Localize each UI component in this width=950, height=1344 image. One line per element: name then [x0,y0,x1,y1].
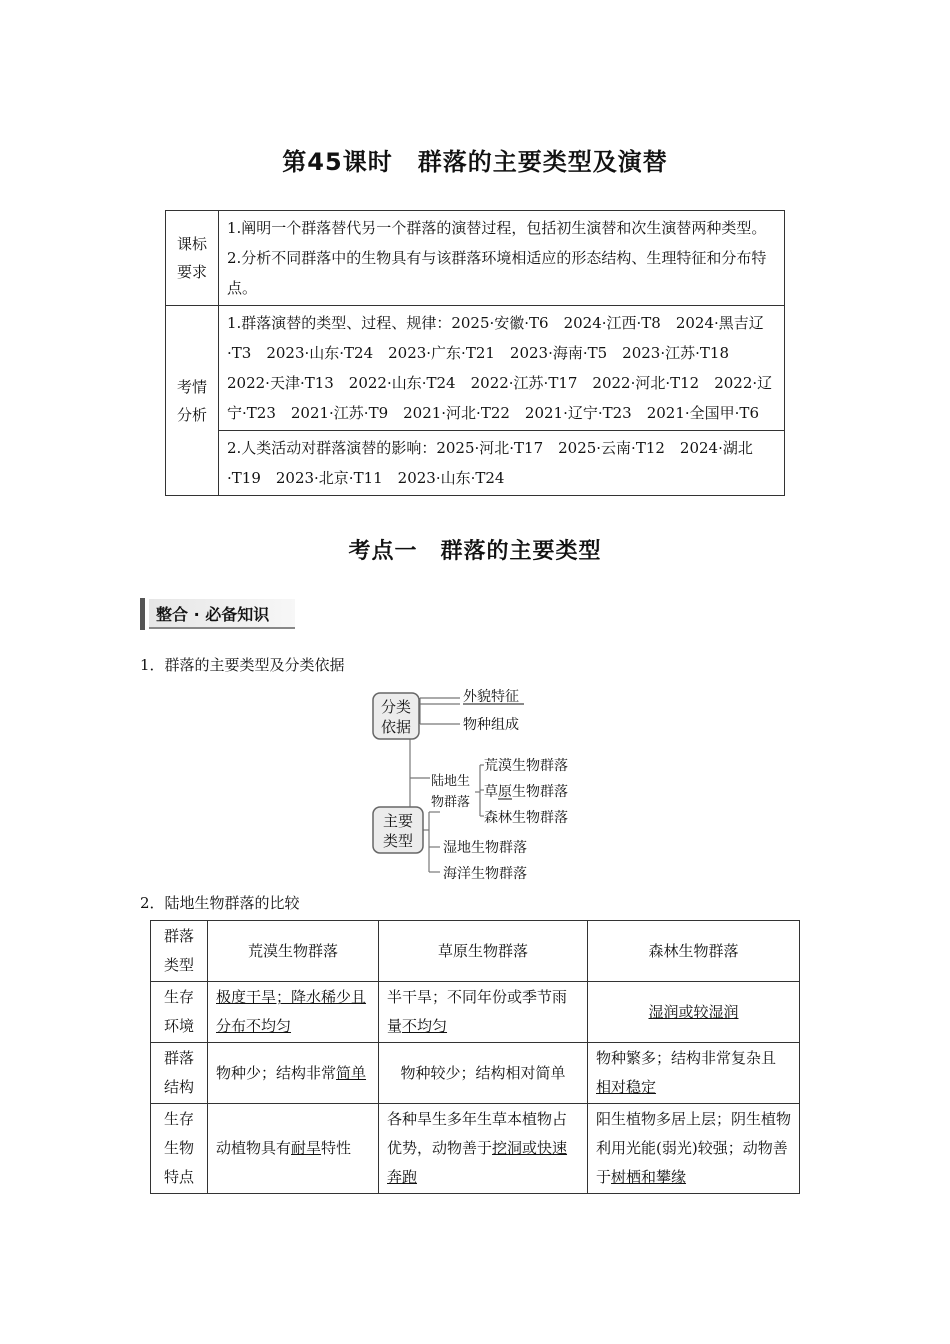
row-env-label: 生存 环境 [151,982,208,1043]
comparison-table [150,920,800,1194]
section-title: 考点一 群落的主要类型 [348,539,602,564]
knowledge-banner [140,598,300,630]
header-type: 群落 类型 [151,921,208,982]
header-grassland: 草原生物群落 [379,921,588,982]
env-grassland: 半干旱；不同年份或季节雨量不均匀 [379,982,588,1043]
land-item-grassland: 草原生物群落 [484,784,568,800]
land-item-desert: 荒漠生物群落 [484,758,568,774]
exam-analysis-label: 考情 分析 [166,306,219,496]
header-desert: 荒漠生物群落 [208,921,379,982]
bio-desert: 动植物具有耐旱特性 [208,1104,379,1194]
struct-forest: 物种繁多；结构非常复杂且相对稳定 [588,1043,800,1104]
row-struct-label: 群落 结构 [151,1043,208,1104]
page-title: 第45课时 群落的主要类型及演替 [282,148,668,176]
item-2-title: 2．陆地生物群落的比较 [140,894,300,912]
env-desert: 极度干旱；降水稀少且分布不均匀 [208,982,379,1043]
land-item-forest: 森林生物群落 [484,810,568,826]
env-forest: 湿润或较湿润 [588,982,800,1043]
land-label-2: 物群落 [431,795,471,810]
basis-label-1: 分类 [380,698,412,716]
curriculum-label: 课标 要求 [166,211,219,306]
banner-text: 整合 · 必备知识 [156,605,270,624]
other-item-ocean: 海洋生物群落 [443,866,527,882]
item-1-title: 1．群落的主要类型及分类依据 [140,656,345,674]
basis-item-appearance: 外貌特征 [463,689,519,705]
header-forest: 森林生物群落 [588,921,800,982]
exam-analysis-text-1: 1.群落演替的类型、过程、规律：2025·安徽·T6 2024·江西·T8 2024·黑吉辽·T3 2023·山东·T24 2023·广东·T21 2023·海南·T5 2023·江苏·T18 2022·天津·T13 2022·山东·T24 2022·江苏·T17 2022·河北·T12 2022·辽宁·T23 2021·江苏·T9 2021·河北·T22 2021·辽宁·T23 2021·全国甲·T6 [219,306,785,431]
basis-label-2: 依据 [380,718,412,736]
types-label-2: 类型 [382,832,414,850]
exam-analysis-text-2: 2.人类活动对群落演替的影响：2025·河北·T17 2025·云南·T12 2024·湖北·T19 2023·北京·T11 2023·山东·T24 [219,431,785,496]
curriculum-text: 1.阐明一个群落替代另一个群落的演替过程，包括初生演替和次生演替两种类型。2.分析不同群落中的生物具有与该群落环境相适应的形态结构、生理特征和分布特点。 [219,211,785,306]
classification-diagram [360,682,620,887]
other-item-wetland: 湿地生物群落 [443,840,527,856]
requirements-table [165,210,785,496]
bio-forest: 阳生植物多居上层；阴生植物利用光能(弱光)较强；动物善于树栖和攀缘 [588,1104,800,1194]
basis-item-species: 物种组成 [463,717,519,733]
struct-grassland: 物种较少；结构相对简单 [379,1043,588,1104]
land-label-1: 陆地生 [431,774,471,789]
bio-grassland: 各种旱生多年生草本植物占优势，动物善于挖洞或快速奔跑 [379,1104,588,1194]
row-bio-label: 生存 生物 特点 [151,1104,208,1194]
types-label-1: 主要 [382,812,414,830]
struct-desert: 物种少；结构非常简单 [208,1043,379,1104]
